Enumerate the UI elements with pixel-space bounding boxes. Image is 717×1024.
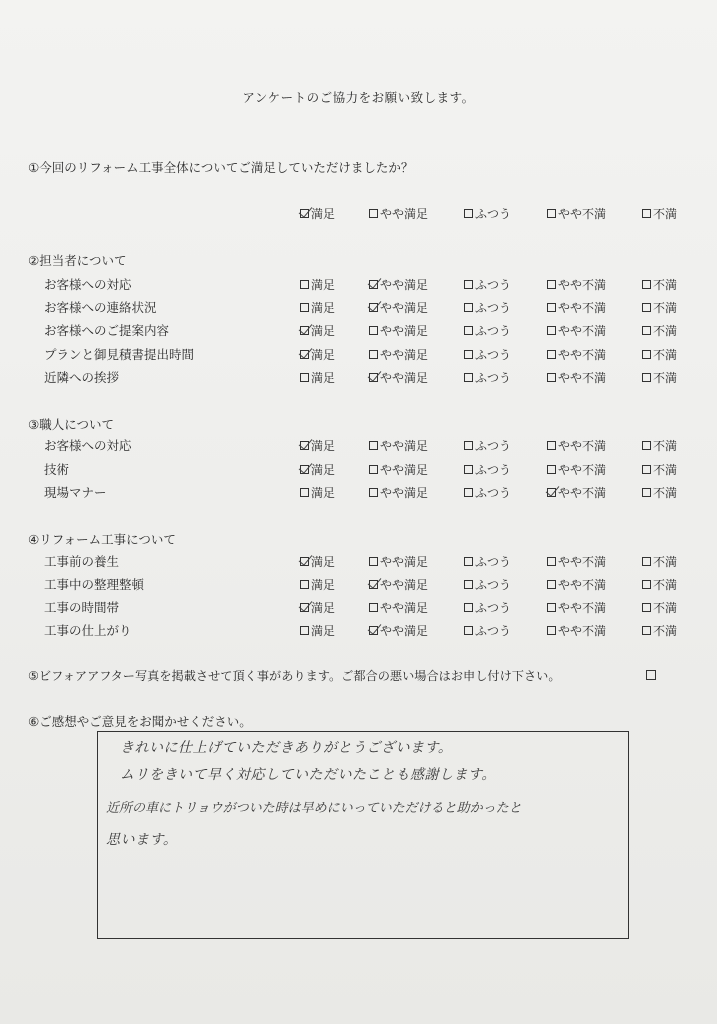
q4-row-4-option-4[interactable] [547, 622, 606, 639]
q4-row-3-option-4[interactable] [547, 599, 606, 616]
q4-row-label: 工事前の養生 [44, 554, 120, 569]
option-label: 満足 [311, 301, 336, 315]
question-3: ③職人について [28, 417, 114, 432]
checkbox-icon[interactable] [642, 441, 651, 450]
option-label: やや満足 [380, 371, 429, 385]
comment-line-4: 思います。 [106, 832, 178, 848]
checkbox-icon[interactable] [642, 603, 651, 612]
checkbox-icon[interactable] [300, 280, 309, 289]
checkbox-icon[interactable] [369, 350, 378, 359]
q2-row-5-option-2[interactable] [369, 369, 428, 386]
checkbox-icon[interactable] [464, 280, 473, 289]
q4-row-1-option-4[interactable] [547, 553, 606, 570]
checkbox-icon[interactable] [464, 209, 473, 218]
option-label: 不満 [653, 348, 678, 362]
option-label: ふつう [475, 601, 512, 615]
q2-row-1-option-3[interactable] [464, 276, 511, 293]
checkbox-icon[interactable] [464, 603, 473, 612]
option-label: ふつう [475, 301, 512, 315]
q4-row-2-option-5[interactable] [642, 576, 677, 593]
option-label: 満足 [311, 601, 336, 615]
q2-row-1-option-1[interactable] [300, 276, 335, 293]
comment-line-3: 近所の車にトリョウがついた時は早めにいっていただけると助かったと [106, 801, 522, 816]
comment-line-1: きれいに仕上げていただきありがとうございます。 [120, 740, 453, 756]
option-label: やや不満 [558, 463, 607, 477]
checkbox-icon[interactable] [547, 626, 556, 635]
option-label: ふつう [475, 624, 512, 638]
q2-row-2-option-5[interactable] [642, 299, 677, 316]
option-label: やや満足 [380, 486, 429, 500]
option-label: やや満足 [380, 463, 429, 477]
q1-option-3[interactable] [464, 205, 511, 222]
option-label: 満足 [311, 439, 336, 453]
option-label: ふつう [475, 278, 512, 292]
checkbox-icon[interactable] [464, 488, 473, 497]
q4-row-label: 工事中の整理整頓 [44, 577, 145, 592]
q4-row-1-option-2[interactable] [369, 553, 428, 570]
q2-row-3-option-1[interactable] [300, 322, 335, 339]
checkbox-icon[interactable] [642, 326, 651, 335]
checkbox-icon[interactable] [547, 350, 556, 359]
checkbox-icon[interactable] [300, 603, 309, 612]
option-label: ふつう [475, 555, 512, 569]
q2-row-2-option-2[interactable] [369, 299, 428, 316]
option-label: 満足 [311, 278, 336, 292]
checkbox-icon[interactable] [642, 557, 651, 566]
option-label: やや満足 [380, 324, 429, 338]
q3-row-1-option-3[interactable] [464, 437, 511, 454]
q3-row-2-option-3[interactable] [464, 461, 511, 478]
checkbox-icon[interactable] [547, 465, 556, 474]
checkbox-icon[interactable] [642, 303, 651, 312]
q2-row-4-option-3[interactable] [464, 346, 511, 363]
q4-row-1-option-3[interactable] [464, 553, 511, 570]
option-label: やや満足 [380, 624, 429, 638]
q4-row-4-option-1[interactable] [300, 622, 335, 639]
q4-row-3-option-3[interactable] [464, 599, 511, 616]
option-label: やや満足 [380, 207, 429, 221]
checkbox-icon[interactable] [369, 303, 378, 312]
q4-row-1-option-1[interactable] [300, 553, 335, 570]
option-label: 満足 [311, 371, 336, 385]
checkbox-icon[interactable] [464, 441, 473, 450]
q4-row-1-option-5[interactable] [642, 553, 677, 570]
checkbox-icon[interactable] [464, 326, 473, 335]
checkbox-icon[interactable] [642, 280, 651, 289]
q2-row-1-option-4[interactable] [547, 276, 606, 293]
checkbox-icon[interactable] [369, 603, 378, 612]
option-label: 満足 [311, 463, 336, 477]
q2-row-4-option-2[interactable] [369, 346, 428, 363]
checkbox-icon[interactable] [369, 209, 378, 218]
checkbox-icon[interactable] [547, 603, 556, 612]
q4-row-3-option-1[interactable] [300, 599, 335, 616]
option-label: やや不満 [558, 601, 607, 615]
option-label: 不満 [653, 486, 678, 500]
q3-row-3-option-5[interactable] [642, 484, 677, 501]
q4-row-3-option-5[interactable] [642, 599, 677, 616]
option-label: やや不満 [558, 324, 607, 338]
option-label: やや不満 [558, 348, 607, 362]
option-label: やや不満 [558, 301, 607, 315]
q2-row-4-option-1[interactable] [300, 346, 335, 363]
q3-row-3-option-1[interactable] [300, 484, 335, 501]
checkbox-icon[interactable] [464, 303, 473, 312]
q2-row-3-option-4[interactable] [547, 322, 606, 339]
survey-title: アンケートのご協力をお願い致します。 [242, 90, 475, 105]
checkbox-icon[interactable] [300, 465, 309, 474]
option-label: 満足 [311, 624, 336, 638]
checkbox-icon[interactable] [547, 280, 556, 289]
checkbox-icon[interactable] [369, 488, 378, 497]
question-2: ②担当者について [28, 253, 127, 268]
option-label: 不満 [653, 624, 678, 638]
q1-option-5[interactable] [642, 205, 677, 222]
checkbox-icon[interactable] [300, 626, 309, 635]
checkbox-icon[interactable] [547, 441, 556, 450]
option-label: 不満 [653, 439, 678, 453]
option-label: 不満 [653, 601, 678, 615]
option-label: やや満足 [380, 301, 429, 315]
checkbox-icon[interactable] [547, 488, 556, 497]
option-label: やや満足 [380, 578, 429, 592]
option-label: ふつう [475, 324, 512, 338]
checkbox-icon[interactable] [464, 373, 473, 382]
option-label: やや不満 [558, 578, 607, 592]
q3-row-label: 技術 [44, 462, 70, 477]
q2-row-2-option-3[interactable] [464, 299, 511, 316]
q3-row-1-option-1[interactable] [300, 437, 335, 454]
q2-row-label: お客様への対応 [44, 277, 132, 292]
q3-row-3-option-2[interactable] [369, 484, 428, 501]
option-label: やや不満 [558, 486, 607, 500]
q2-row-3-option-5[interactable] [642, 322, 677, 339]
q3-row-label: お客様への対応 [44, 438, 132, 453]
option-label: やや満足 [380, 278, 429, 292]
q2-row-label: お客様へのご提案内容 [44, 323, 170, 338]
q2-row-4-option-4[interactable] [547, 346, 606, 363]
q2-row-2-option-4[interactable] [547, 299, 606, 316]
checkbox-icon[interactable] [300, 303, 309, 312]
q3-row-1-option-5[interactable] [642, 437, 677, 454]
option-label: やや不満 [558, 555, 607, 569]
q2-row-label: 近隣への挨拶 [44, 370, 120, 385]
option-label: 不満 [653, 555, 678, 569]
checkbox-icon[interactable] [547, 209, 556, 218]
option-label: やや不満 [558, 278, 607, 292]
checkbox-icon[interactable] [642, 626, 651, 635]
checkbox-icon[interactable] [642, 580, 651, 589]
option-label: ふつう [475, 439, 512, 453]
option-label: ふつう [475, 348, 512, 362]
q2-row-5-option-1[interactable] [300, 369, 335, 386]
question-4: ④リフォーム工事について [28, 532, 176, 547]
option-label: 満足 [311, 348, 336, 362]
q4-row-label: 工事の時間帯 [44, 600, 120, 615]
q4-row-2-option-2[interactable] [369, 576, 428, 593]
checkbox-icon[interactable] [369, 626, 378, 635]
q3-row-3-option-3[interactable] [464, 484, 511, 501]
question-1: ①今回のリフォーム工事全体についてご満足していただけましたか？ [28, 160, 414, 175]
checkbox-icon[interactable] [369, 280, 378, 289]
q1-option-2[interactable] [369, 205, 428, 222]
option-label: 不満 [653, 301, 678, 315]
option-label: やや不満 [558, 624, 607, 638]
q3-row-label: 現場マナー [44, 485, 107, 500]
q4-row-2-option-3[interactable] [464, 576, 511, 593]
checkbox-icon[interactable] [547, 373, 556, 382]
option-label: 不満 [653, 324, 678, 338]
checkbox-icon[interactable] [464, 626, 473, 635]
q4-row-3-option-2[interactable] [369, 599, 428, 616]
option-label: 満足 [311, 324, 336, 338]
option-label: 不満 [653, 207, 678, 221]
q4-row-2-option-4[interactable] [547, 576, 606, 593]
checkbox-icon[interactable] [369, 580, 378, 589]
option-label: 満足 [311, 207, 336, 221]
option-label: やや満足 [380, 601, 429, 615]
comment-line-2: ムリをきいて早く対応していただいたことも感謝します。 [120, 767, 496, 783]
q3-row-1-option-4[interactable] [547, 437, 606, 454]
option-label: やや不満 [558, 207, 607, 221]
option-label: ふつう [475, 463, 512, 477]
q4-row-4-option-3[interactable] [464, 622, 511, 639]
checkbox-icon[interactable] [300, 441, 309, 450]
option-label: ふつう [475, 486, 512, 500]
checkbox-icon[interactable] [547, 303, 556, 312]
option-label: 満足 [311, 555, 336, 569]
q2-row-1-option-5[interactable] [642, 276, 677, 293]
option-label: 不満 [653, 371, 678, 385]
checkbox-icon[interactable] [547, 580, 556, 589]
q3-row-2-option-5[interactable] [642, 461, 677, 478]
question-6: ⑥ご感想やご意見をお聞かせください。 [28, 714, 252, 729]
question-5: ⑤ビフォアアフター写真を掲載させて頂く事があります。ご都合の悪い場合はお申し付け下さい。 [28, 669, 561, 683]
option-label: 不満 [653, 278, 678, 292]
checkbox-icon[interactable] [642, 465, 651, 474]
checkbox-icon[interactable] [464, 580, 473, 589]
option-label: 不満 [653, 578, 678, 592]
q2-row-5-option-3[interactable] [464, 369, 511, 386]
checkbox-icon[interactable] [369, 557, 378, 566]
q1-option-1[interactable] [300, 205, 335, 222]
checkbox-icon[interactable] [547, 557, 556, 566]
q3-row-3-option-4[interactable] [547, 484, 606, 501]
q4-row-4-option-5[interactable] [642, 622, 677, 639]
q2-row-label: お客様への連絡状況 [44, 300, 157, 315]
checkbox-icon[interactable] [300, 373, 309, 382]
q4-row-4-option-2[interactable] [369, 622, 428, 639]
checkbox-icon[interactable] [300, 557, 309, 566]
q2-row-3-option-2[interactable] [369, 322, 428, 339]
option-label: ふつう [475, 578, 512, 592]
q3-row-1-option-2[interactable] [369, 437, 428, 454]
q3-row-2-option-4[interactable] [547, 461, 606, 478]
option-label: 満足 [311, 486, 336, 500]
checkbox-icon[interactable] [369, 373, 378, 382]
checkbox-icon[interactable] [642, 373, 651, 382]
option-label: 不満 [653, 463, 678, 477]
checkbox-icon[interactable] [642, 350, 651, 359]
checkbox-icon[interactable] [547, 326, 556, 335]
q2-row-label: プランと御見積書提出時間 [44, 347, 195, 362]
checkbox-icon[interactable] [369, 326, 378, 335]
photo-opt-out-checkbox[interactable] [646, 670, 656, 680]
q4-row-2-option-1[interactable] [300, 576, 335, 593]
q2-row-2-option-1[interactable] [300, 299, 335, 316]
option-label: やや満足 [380, 348, 429, 362]
q3-row-2-option-2[interactable] [369, 461, 428, 478]
checkbox-icon[interactable] [464, 350, 473, 359]
checkbox-icon[interactable] [300, 580, 309, 589]
option-label: やや満足 [380, 555, 429, 569]
checkbox-icon[interactable] [464, 465, 473, 474]
q2-row-5-option-4[interactable] [547, 369, 606, 386]
q2-row-3-option-3[interactable] [464, 322, 511, 339]
checkbox-icon[interactable] [369, 465, 378, 474]
option-label: やや不満 [558, 371, 607, 385]
option-label: 満足 [311, 578, 336, 592]
checkbox-icon[interactable] [642, 488, 651, 497]
checkbox-icon[interactable] [300, 209, 309, 218]
checkbox-icon[interactable] [369, 441, 378, 450]
option-label: ふつう [475, 371, 512, 385]
q3-row-2-option-1[interactable] [300, 461, 335, 478]
q2-row-4-option-5[interactable] [642, 346, 677, 363]
checkbox-icon[interactable] [300, 488, 309, 497]
option-label: やや不満 [558, 439, 607, 453]
q2-row-5-option-5[interactable] [642, 369, 677, 386]
option-label: やや満足 [380, 439, 429, 453]
option-label: ふつう [475, 207, 512, 221]
q4-row-label: 工事の仕上がり [44, 623, 132, 638]
checkbox-icon[interactable] [642, 209, 651, 218]
checkbox-icon[interactable] [300, 350, 309, 359]
checkbox-icon[interactable] [300, 326, 309, 335]
q2-row-1-option-2[interactable] [369, 276, 428, 293]
q1-option-4[interactable] [547, 205, 606, 222]
checkbox-icon[interactable] [464, 557, 473, 566]
